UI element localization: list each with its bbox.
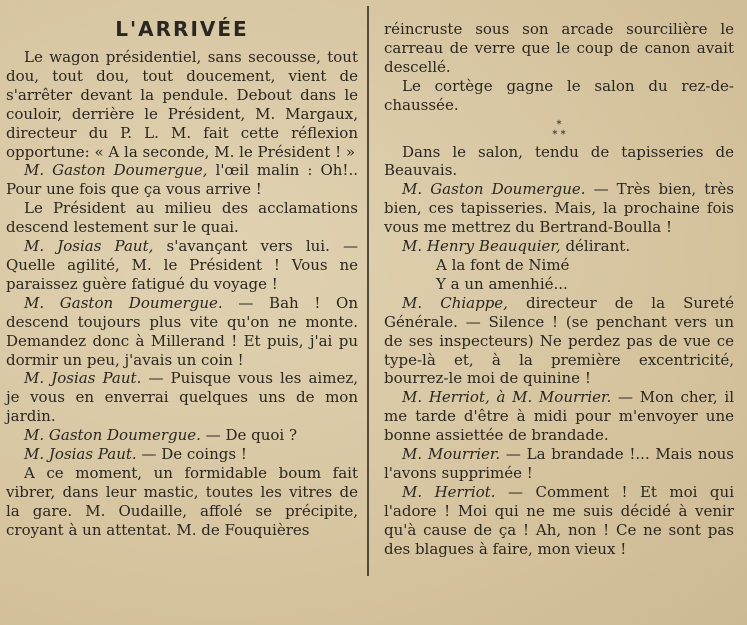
paragraph-text: Le Président au milieu des acclamations descend lestement sur le quai. [6,199,358,237]
speaker-name: M. Gaston Doumergue, [24,161,208,180]
speaker-name: M. Gaston Doumergue. [24,293,223,312]
paragraph [6,161,358,199]
paragraph-text: Le cortège gagne le salon du rez-de-chaussée. [384,76,734,114]
paragraph [384,143,734,181]
paragraph [384,180,734,237]
speaker-name: M. Josias Paut, [24,237,154,256]
paragraph-text: — De coings ! [136,445,247,464]
paragraph-text: Le wagon présidentiel, sans secousse, tout dou, tout dou, tout doucement, vient de s'arrêter devant la pendule. Debout dans le couloir, derrière le Président, M. Margaux, directeur du P. L. M. fait cette réflexion opportune: « A la seconde, M. le Président ! » [6,48,358,161]
paragraph [6,464,358,540]
paragraph-text: — Mon cher, il me tarde d'être à midi pour m'envoyer une bonne assiettée de brandade. [384,388,734,445]
paragraph-text: — Puisque vous les aimez, je vous en enverrai quelques uns de mon jardin. [6,369,358,426]
paragraph-text: directeur de la Sureté Générale. — Silence ! (se penchant vers un de ses inspecteurs) Ne perdez pas de vue ce type-là et, à la première excentricité, bourrez-le moi de quinine ! [384,293,735,388]
speaker-name: M. Gaston Doumergue. [24,426,201,445]
paragraph [6,294,358,370]
paragraph [384,77,734,115]
speaker-name: M. Henry Beauquier, [402,237,561,256]
paragraph [6,48,358,161]
paragraph [384,275,734,294]
right-column-top [384,20,734,115]
paragraph-text: Dans le salon, tendu de tapisseries de Beauvais. [384,142,734,180]
speaker-name: M. Gaston Doumergue. [402,180,586,199]
paragraph [6,445,358,464]
paragraph [6,199,358,237]
paragraph-text: — Très bien, très bien, ces tapisseries. Mais, la prochaine fois vous me mettrez du Bertrand-Boulla ! [384,180,734,237]
paragraph-text: — De quoi ? [200,426,298,445]
paragraph [6,426,358,445]
paragraph-text: A la font de Nimé [436,255,570,274]
paragraph-text: Y a un amenhié... [436,274,568,293]
speaker-name: M. Mourrier. [402,445,501,464]
paragraph-text: délirant. [560,237,631,256]
speaker-name: M. Chiappe, [402,293,508,312]
paragraph [384,256,734,275]
article-title: L'ARRIVÉE [115,17,249,41]
paragraph-text: réincruste sous son arcade sourcilière le carreau de verre que le coup de canon avait descellé. [384,20,734,76]
paragraph [384,445,734,483]
section-stars: ⁎ ⁎ ⁎ [552,115,566,137]
paragraph-text: A ce moment, un formidable boum fait vibrer, dans leur mastic, toutes les vitres de la gare. M. Oudaille, affolé se précipite, croyant à un attentat. M. de Fouquières [6,463,358,539]
paragraph [384,294,734,389]
paragraph [384,20,734,77]
paragraph [6,237,358,294]
paragraph [6,369,358,426]
paragraph-text: — Comment ! Et moi qui l'adore ! Moi qui ne me suis décidé à venir qu'à cause de ça ! Ah, non ! Ce ne sont pas des blagues à faire, mon vieux ! [384,482,734,558]
column-divider [367,6,369,576]
speaker-name: M. Josias Paut. [24,445,137,464]
speaker-name: M. Josias Paut. [24,369,142,388]
paragraph-text: l'œil malin : Oh!.. Pour une fois que ça vous arrive ! [6,161,359,199]
paragraph [384,388,734,445]
speaker-name: M. Herriot. [402,482,496,501]
paragraph-text: s'avançant vers lui. — Quelle agilité, M. le Président ! Vous ne paraissez guère fatigué du voyage ! [6,237,358,293]
left-column [6,18,358,540]
right-column [384,20,734,558]
paragraph-text: — Bah ! On descend toujours plus vite qu'on ne monte. Demandez donc à Millerand ! Et puis, j'ai pu dormir un peu, j'avais un coin ! [6,293,359,369]
paragraph [384,483,734,559]
paragraph-text: — La brandade !... Mais nous l'avons supprimée ! [384,445,734,482]
left-column-body [6,48,358,540]
right-column-bottom [384,143,734,559]
speaker-name: M. Herriot, à M. Mourrier. [402,388,612,407]
paragraph [384,237,734,256]
